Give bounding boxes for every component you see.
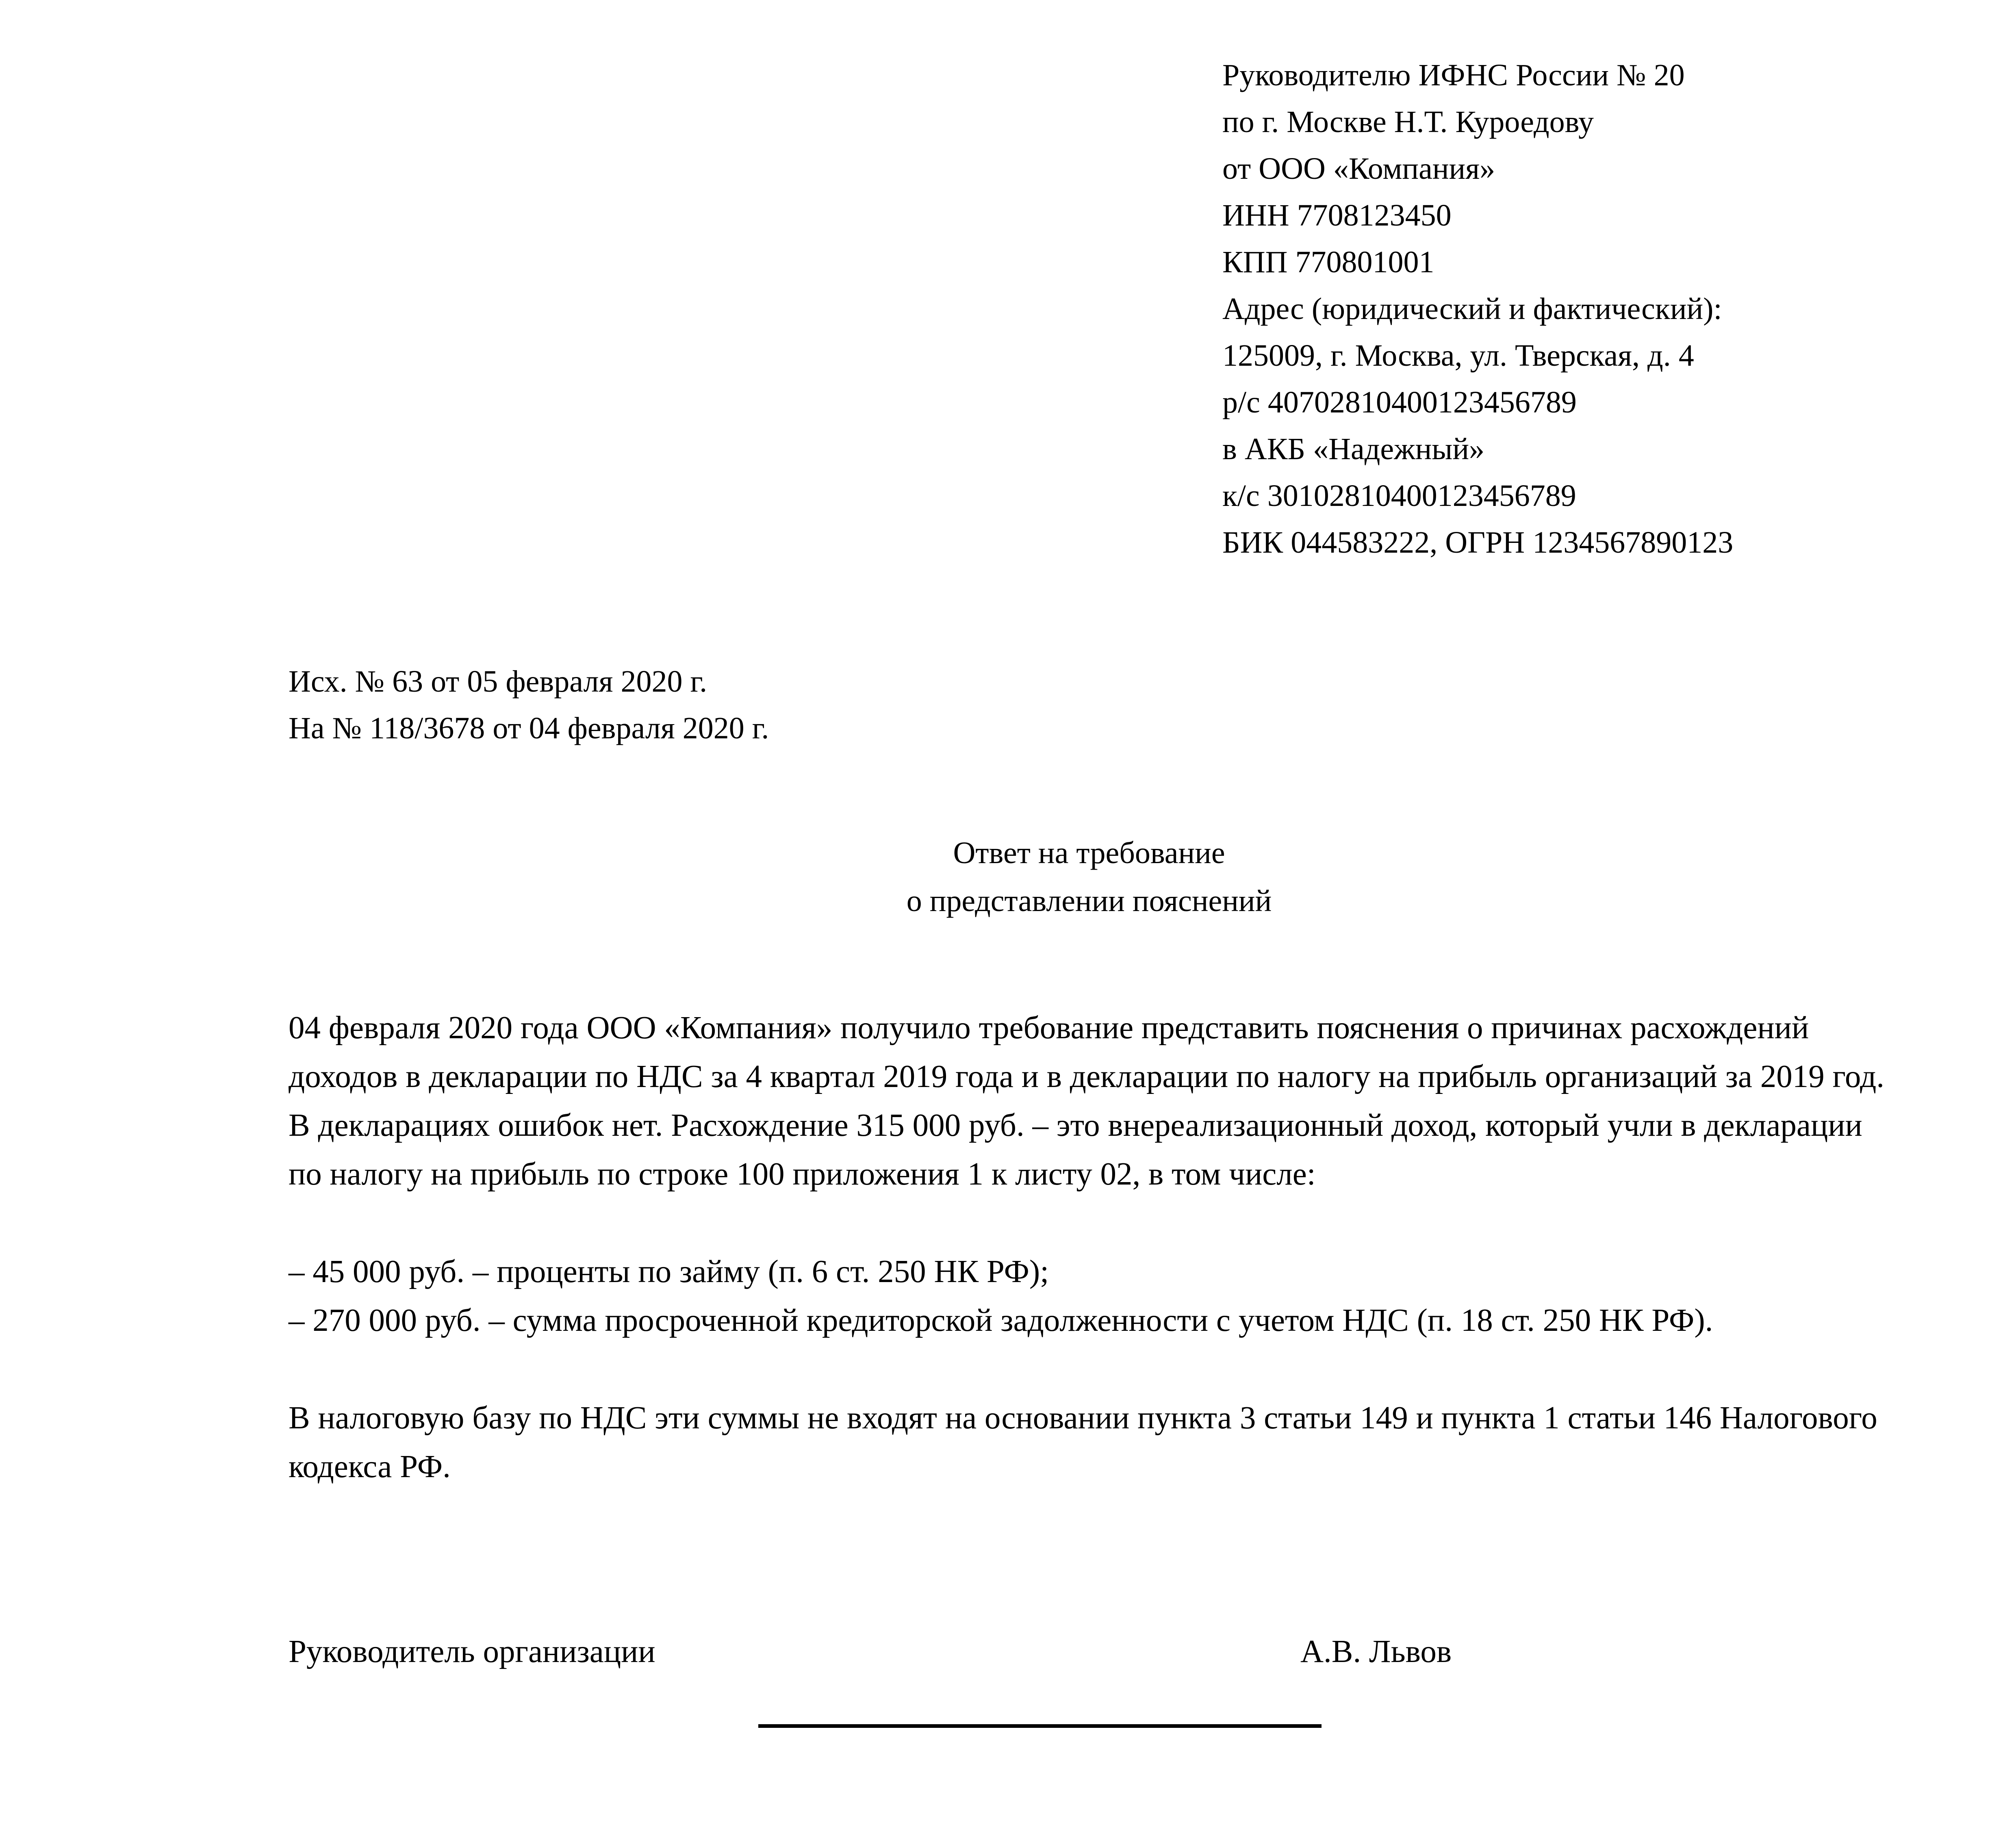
signature-role-label: Руководитель организации xyxy=(289,1634,655,1669)
body-paragraph-explanation: В декларациях ошибок нет. Расхождение 315 000 руб. – это внереализационный доход, который учли в декларации по налогу на прибыль по строке 100 приложения 1 к листу 02, в том числе: xyxy=(289,1108,1862,1192)
addressee-line-address-label: Адрес (юридический и фактический): xyxy=(1222,292,1722,326)
signature-divider-rule xyxy=(758,1724,1322,1728)
outgoing-reference: Исх. № 63 от 05 февраля 2020 г. xyxy=(289,664,707,699)
addressee-line-kpp: КПП 770801001 xyxy=(1222,245,1434,279)
signature-name-label: А.В. Львов xyxy=(1300,1634,1452,1669)
addressee-line-settlement-account: р/с 40702810400123456789 xyxy=(1222,385,1577,419)
addressee-line-bank: в АКБ «Надежный» xyxy=(1222,432,1485,466)
addressee-block xyxy=(1222,52,1913,566)
addressee-line-authority: Руководителю ИФНС России № 20 xyxy=(1222,58,1685,92)
signature-row xyxy=(289,1630,1892,1674)
body-paragraph-conclusion: В налоговую базу по НДС эти суммы не входят на основании пункта 3 статьи 149 и пункта 1 статьи 146 Налогового кодекса РФ. xyxy=(289,1400,1877,1484)
addressee-line-company: от ООО «Компания» xyxy=(1222,152,1495,186)
title-line-primary: Ответ на требование xyxy=(953,836,1225,870)
addressee-line-correspondent-account: к/с 30102810400123456789 xyxy=(1222,479,1576,513)
document-title xyxy=(289,829,1890,925)
document-body xyxy=(289,1004,1892,1491)
addressee-line-bik-ogrn: БИК 044583222, ОГРН 1234567890123 xyxy=(1222,525,1734,560)
addressee-line-official: по г. Москве Н.Т. Куроедову xyxy=(1222,105,1594,139)
reference-block xyxy=(289,658,1508,752)
signature-block xyxy=(289,1630,1892,1674)
title-line-secondary: о представлении пояснений xyxy=(906,884,1272,918)
incoming-reference: На № 118/3678 от 04 февраля 2020 г. xyxy=(289,711,769,745)
body-list-item-interest: – 45 000 руб. – проценты по займу (п. 6 ст. 250 НК РФ); xyxy=(289,1254,1049,1289)
body-list-item-payables: – 270 000 руб. – сумма просроченной кредиторской задолженности с учетом НДС (п. 18 ст. 250 НК РФ). xyxy=(289,1303,1713,1338)
addressee-line-inn: ИНН 7708123450 xyxy=(1222,198,1452,232)
addressee-line-address-value: 125009, г. Москва, ул. Тверская, д. 4 xyxy=(1222,338,1694,373)
body-paragraph-intro: 04 февраля 2020 года ООО «Компания» получило требование представить пояснения о причинах расхождений доходов в декларации по НДС за 4 квартал 2019 года и в декларации по налогу на прибыль организаций за 2019 год. xyxy=(289,1010,1885,1094)
